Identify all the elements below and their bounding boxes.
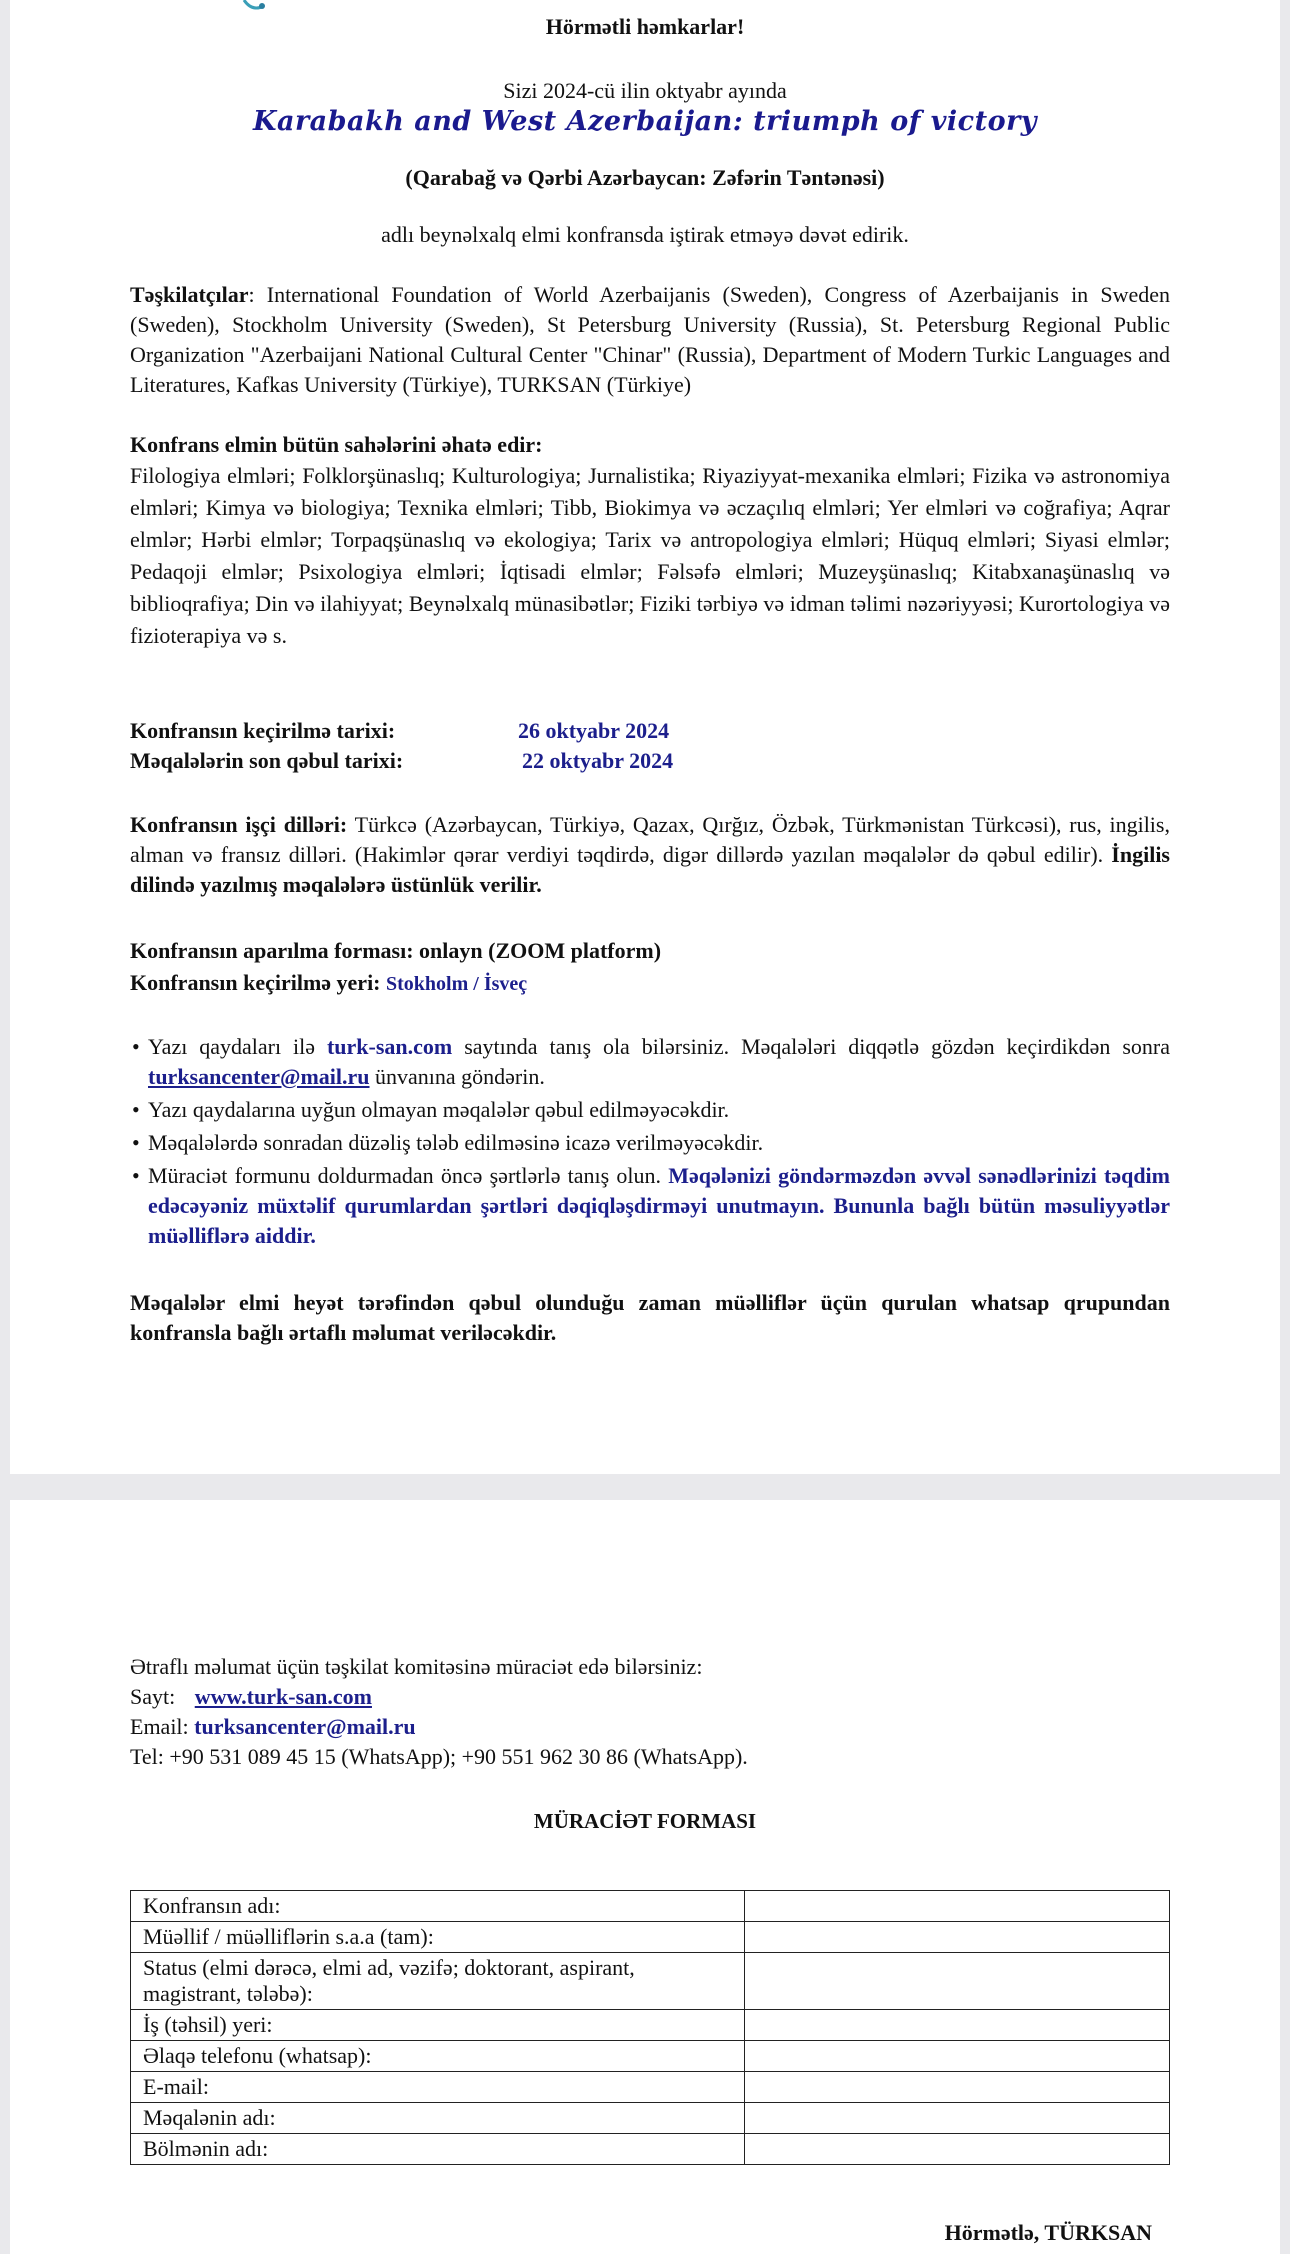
- site-line: [130, 1682, 372, 1712]
- table-row: [131, 2134, 1170, 2165]
- date-label: Konfransın keçirilmə tarixi:: [130, 718, 396, 743]
- bullet-icon: •: [132, 1097, 140, 1122]
- rule-text: saytında tanış ola bilərsiniz. Məqalələri diqqətlə gözdən keçirdikdən sonra: [452, 1034, 1170, 1059]
- rules-list: [132, 1032, 1170, 1251]
- list-item: [132, 1095, 1170, 1125]
- venue-value: Stokholm / İsveç: [386, 973, 528, 995]
- form-field-value[interactable]: [745, 2072, 1170, 2103]
- languages-emphasis: İngilis dilində yazılmış məqalələrə üstünlük verilir.: [130, 842, 1170, 897]
- languages-label: Konfransın işçi dilləri:: [130, 812, 348, 837]
- form-field-value[interactable]: [745, 1953, 1170, 2010]
- languages-text: Türkcə (Azərbaycan, Türkiyə, Qazax, Qırğız, Özbək, Türkmənistan Türkcəsi), rus, ingilis, alman və fransız dilləri. (Hakimlər qərar verdiyi təqdirdə, digər dillərdə yazılan məqalələr də qəbul edilir).: [130, 812, 1170, 867]
- bullet-icon: •: [132, 1130, 140, 1155]
- format-line: Konfransın aparılma forması: onlayn (ZOOM platform): [130, 938, 662, 963]
- fields-text: Filologiya elmləri; Folklorşünaslıq; Kulturologiya; Jurnalistika; Riyaziyyat-mexanika elmləri; Fizika və astronomiya elmləri; Kimya və biologiya; Texnika elmləri; Tibb, Biokimya və əczaçılıq elmləri; Yer elmləri və coğrafiya; Aqrar elmlər; Hərbi elmlər; Torpaqşünaslıq və ekologiya; Tarix və antropologiya elmləri; Hüquq elmləri; Siyasi elmlər; Pedaqoji elmlər; Psixologiya elmləri; İqtisadi elmlər; Fəlsəfə elmləri; Muzeyşünaslıq; Kitabxanaşünaslıq və biblioqrafiya; Din və ilahiyyat; Beynəlxalq münasibətlər; Fiziki tərbiyə və idman təlimi nəzəriyyəsi; Kurortologiya və fizioterapiya və s.: [130, 463, 1170, 648]
- table-row: [131, 2041, 1170, 2072]
- form-field-value[interactable]: [745, 2041, 1170, 2072]
- rule-emphasis: Məqələnizi göndərməzdən əvvəl sənədlərinizi təqdim edəcəyəniz müxtəlif qurumlardan şərtləri dəqiqləşdirməyi unutmayın. Bununla bağlı bütün məsuliyyətlər müəlliflərə aiddir.: [148, 1163, 1170, 1248]
- deadline-value: 22 oktyabr 2024: [522, 748, 674, 773]
- bullet-icon: •: [132, 1034, 140, 1059]
- rule-text: Yazı qaydaları ilə: [148, 1034, 327, 1059]
- closing-note: Məqalələr elmi heyət tərəfindən qəbul olunduğu zaman müəlliflər üçün qurulan whatsap qrupundan konfransla bağlı ərtaflı məlumat veriləcəkdir.: [130, 1290, 1170, 1345]
- conference-title-en: Karabakh and West Azerbaijan: triumph of victory: [252, 106, 1037, 137]
- rule-text: ünvanına göndərin.: [369, 1064, 545, 1089]
- site-label: Sayt:: [130, 1684, 176, 1709]
- signature: Hörmətlə, TÜRKSAN: [944, 2220, 1152, 2245]
- form-field-value[interactable]: [745, 2103, 1170, 2134]
- form-field-label: Konfransın adı:: [131, 1891, 745, 1922]
- rule-text: Məqalələrdə sonradan düzəliş tələb edilməsinə icazə verilməyəcəkdir.: [148, 1130, 764, 1155]
- form-field-label: Məqalənin adı:: [131, 2103, 745, 2134]
- invitation-page-2: [10, 1500, 1280, 2254]
- greeting: Hörmətli həmkarlar!: [545, 14, 745, 39]
- table-row: [131, 1891, 1170, 1922]
- table-row: [131, 2010, 1170, 2041]
- form-field-label: Bölmənin adı:: [131, 2134, 745, 2165]
- invite-line: Sizi 2024-cü ilin oktyabr ayında: [503, 78, 787, 103]
- invitation-page-1: [10, 0, 1280, 1474]
- bullet-icon: •: [132, 1163, 140, 1188]
- fields-heading: Konfrans elmin bütün sahələrini əhatə edir:: [130, 432, 543, 457]
- table-row: [131, 1953, 1170, 2010]
- form-field-value[interactable]: [745, 2134, 1170, 2165]
- application-form: [130, 1890, 1170, 2165]
- email-link[interactable]: turksancenter@mail.ru: [148, 1064, 370, 1089]
- form-field-label: Status (elmi dərəcə, elmi ad, vəzifə; doktorant, aspirant, magistrant, tələbə):: [131, 1953, 745, 2010]
- form-field-value[interactable]: [745, 2010, 1170, 2041]
- form-field-label: Əlaqə telefonu (whatsap):: [131, 2041, 745, 2072]
- email-link[interactable]: turksancenter@mail.ru: [194, 1714, 416, 1739]
- form-field-value[interactable]: [745, 1922, 1170, 1953]
- list-item: [132, 1128, 1170, 1158]
- email-label: Email:: [130, 1714, 189, 1739]
- contact-intro: Ətraflı məlumat üçün təşkilat komitəsinə müraciət edə bilərsiniz:: [130, 1654, 703, 1679]
- organizers-label: Təşkilatçılar: [130, 282, 249, 307]
- site-link[interactable]: www.turk-san.com: [194, 1684, 372, 1709]
- rule-text: Müraciət formunu doldurmadan öncə şərtlərlə tanış olun.: [148, 1163, 669, 1188]
- deadline-label: Məqalələrin son qəbul tarixi:: [130, 748, 404, 773]
- site-link[interactable]: turk-san.com: [326, 1034, 453, 1059]
- tel-line: Tel: +90 531 089 45 15 (WhatsApp); +90 551 962 30 86 (WhatsApp).: [130, 1744, 748, 1769]
- organizers-paragraph: [130, 280, 1170, 400]
- venue-label: Konfransın keçirilmə yeri:: [130, 970, 387, 995]
- table-row: [131, 2072, 1170, 2103]
- invite-end: adlı beynəlxalq elmi konfransda iştirak etməyə dəvət edirik.: [381, 222, 909, 247]
- table-row: [131, 2103, 1170, 2134]
- table-row: [131, 1922, 1170, 1953]
- date-value: 26 oktyabr 2024: [518, 718, 670, 743]
- venue-line: [130, 968, 527, 999]
- email-line: [130, 1712, 416, 1742]
- conference-title-az: (Qarabağ və Qərbi Azərbaycan: Zəfərin Təntənəsi): [405, 165, 885, 190]
- list-item: [132, 1161, 1170, 1251]
- form-title: MÜRACİƏT FORMASI: [533, 1809, 757, 1833]
- form-field-label: İş (təhsil) yeri:: [131, 2010, 745, 2041]
- rule-text: Yazı qaydalarına uyğun olmayan məqalələr qəbul edilməyəcəkdir.: [148, 1097, 730, 1122]
- form-field-value[interactable]: [745, 1891, 1170, 1922]
- organizers-text: : International Foundation of World Azerbaijanis (Sweden), Congress of Azerbaijanis in Sweden (Sweden), Stockholm University (Sweden), St Petersburg University (Russia), St. Petersburg Regional Public Organization "Azerbaijani National Cultural Center "Chinar" (Russia), Department of Modern Turkic Languages and Literatures, Kafkas University (Türkiye), TURKSAN (Türkiye): [130, 282, 1170, 397]
- form-field-label: Müəllif / müəlliflərin s.a.a (tam):: [131, 1922, 745, 1953]
- form-field-label: E-mail:: [131, 2072, 745, 2103]
- list-item: [132, 1032, 1170, 1092]
- languages-paragraph: [130, 810, 1170, 900]
